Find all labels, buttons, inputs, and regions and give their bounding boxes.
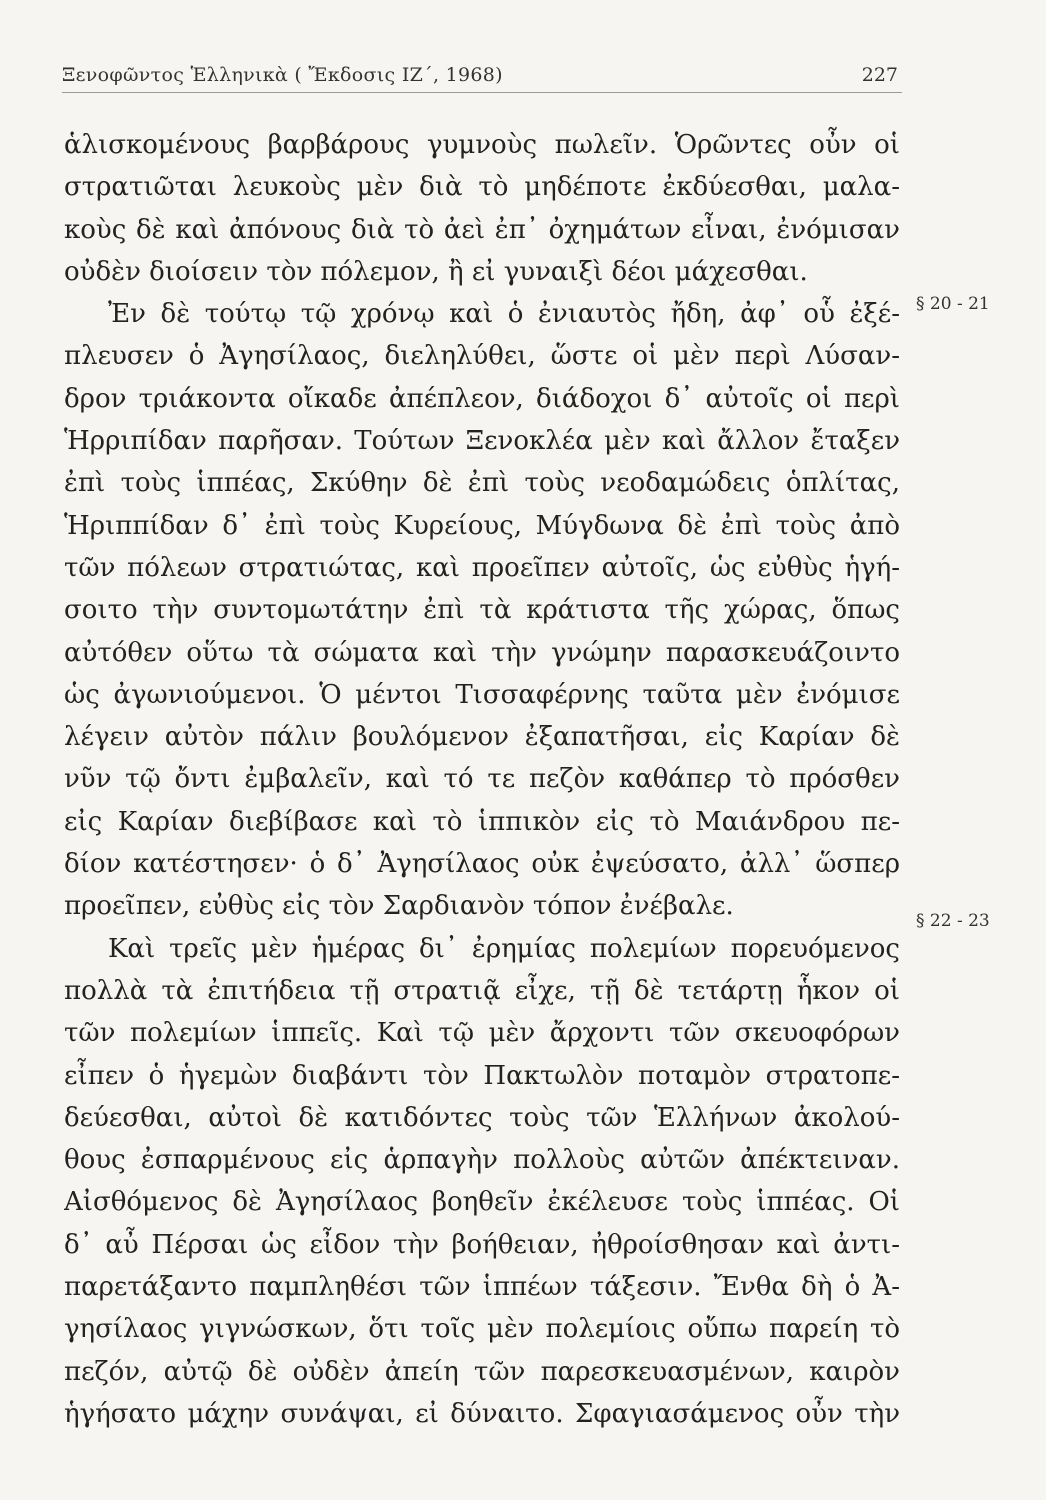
text-line: δ᾽ αὖ Πέρσαι ὡς εἶδον τὴν βοήθειαν, ἠθροίσθησαν καὶ ἀντι- (64, 1229, 900, 1260)
text-line: κοὺς δὲ καὶ ἀπόνους διὰ τὸ ἀεὶ ἐπ᾽ ὀχημάτων εἶναι, ἐνόμισαν (64, 214, 900, 245)
page-number: 227 (861, 64, 898, 86)
text-line: ἐπὶ τοὺς ἱππέας, Σκύθην δὲ ἐπὶ τοὺς νεοδαμώδεις ὁπλίτας, (64, 468, 900, 499)
body-text (64, 124, 900, 1435)
text-line: οὐδὲν διοίσειν τὸν πόλεμον, ἢ εἰ γυναιξὶ δέοι μάχεσθαι. (64, 256, 808, 287)
text-line: σοιτο τὴν συντομωτάτην ἐπὶ τὰ κράτιστα τῆς χώρας, ὅπως (64, 595, 900, 626)
marginal-section-note: § 20 - 21 (916, 294, 990, 314)
text-line: Ἡριππίδαν δ᾽ ἐπὶ τοὺς Κυρείους, Μύγδωνα δὲ ἐπὶ τοὺς ἀπὸ (64, 510, 900, 541)
text-line: δρον τριάκοντα οἴκαδε ἀπέπλεον, διάδοχοι δ᾽ αὐτοῖς οἱ περὶ (64, 383, 900, 414)
text-line: δεύεσθαι, αὐτοὶ δὲ κατιδόντες τοὺς τῶν Ἑλλήνων ἀκολού- (64, 1102, 900, 1133)
marginal-section-note: § 22 - 23 (916, 911, 990, 931)
running-title: Ξενοφῶντος Ἑλληνικὰ ( Ἔκδοσις ΙΖ΄, 1968) (62, 64, 503, 86)
text-line: προεῖπεν, εὐθὺς εἰς τὸν Σαρδιανὸν τόπον ἐνέβαλε. (64, 891, 734, 922)
text-line: εἶπεν ὁ ἡγεμὼν διαβάντι τὸν Πακτωλὸν ποταμὸν στρατοπε- (64, 1060, 900, 1091)
text-line: ἡγήσατο μάχην συνάψαι, εἰ δύναιτο. Σφαγιασάμενος οὖν τὴν (64, 1398, 900, 1429)
text-line: θους ἐσπαρμένους εἰς ἁρπαγὴν πολλοὺς αὐτῶν ἀπέκτειναν. (64, 1145, 900, 1176)
text-line: Καὶ τρεῖς μὲν ἡμέρας δι᾽ ἐρημίας πολεμίων πορευόμενος (108, 933, 900, 964)
text-line: πεζόν, αὐτῷ δὲ οὐδὲν ἀπείη τῶν παρεσκευασμένων, καιρὸν (64, 1356, 900, 1387)
text-line: πολλὰ τὰ ἐπιτήδεια τῇ στρατιᾷ εἶχε, τῇ δὲ τετάρτῃ ἧκον οἱ (64, 975, 900, 1006)
text-line: αὐτόθεν οὕτω τὰ σώματα καὶ τὴν γνώμην παρασκευάζοιντο (64, 637, 900, 668)
text-line: δίον κατέστησεν· ὁ δ᾽ Ἀγησίλαος οὐκ ἐψεύσατο, ἀλλ᾽ ὥσπερ (64, 849, 900, 880)
text-line: ὡς ἀγωνιούμενοι. Ὁ μέντοι Τισσαφέρνης ταῦτα μὲν ἐνόμισε (64, 679, 900, 710)
text-line: στρατιῶται λευκοὺς μὲν διὰ τὸ μηδέποτε ἐκδύεσθαι, μαλα- (64, 172, 900, 203)
text-line: νῦν τῷ ὄντι ἐμβαλεῖν, καὶ τό τε πεζὸν καθάπερ τὸ πρόσθεν (64, 764, 900, 795)
text-line: γησίλαος γιγνώσκων, ὅτι τοῖς μὲν πολεμίοις οὔπω παρείη τὸ (64, 1314, 900, 1345)
text-line: Ἡρριπίδαν παρῆσαν. Τούτων Ξενοκλέα μὲν καὶ ἄλλον ἔταξεν (64, 426, 900, 457)
text-line: παρετάξαντο παμπληθέσι τῶν ἱππέων τάξεσιν. Ἔνθα δὴ ὁ Ἀ- (64, 1272, 900, 1303)
text-line: Ἐν δὲ τούτῳ τῷ χρόνῳ καὶ ὁ ἐνιαυτὸς ἤδη, ἀφ᾽ οὗ ἐξέ- (108, 299, 900, 330)
text-line: Αἰσθόμενος δὲ Ἀγησίλαος βοηθεῖν ἐκέλευσε τοὺς ἱππέας. Οἱ (64, 1187, 900, 1218)
text-line: εἰς Καρίαν διεβίβασε καὶ τὸ ἱππικὸν εἰς τὸ Μαιάνδρου πε- (64, 806, 900, 837)
text-line: ἁλισκομένους βαρβάρους γυμνοὺς πωλεῖν. Ὁρῶντες οὖν οἱ (64, 130, 900, 160)
text-line: τῶν πολεμίων ἱππεῖς. Καὶ τῷ μὲν ἄρχοντι τῶν σκευοφόρων (64, 1018, 900, 1049)
text-line: τῶν πόλεων στρατιώτας, καὶ προεῖπεν αὐτοῖς, ὡς εὐθὺς ἡγή- (64, 552, 900, 583)
running-header (62, 58, 902, 93)
text-line: πλευσεν ὁ Ἀγησίλαος, διεληλύθει, ὥστε οἱ μὲν περὶ Λύσαν- (64, 341, 900, 372)
text-line: λέγειν αὐτὸν πάλιν βουλόμενον ἐξαπατῆσαι, εἰς Καρίαν δὲ (64, 722, 900, 753)
